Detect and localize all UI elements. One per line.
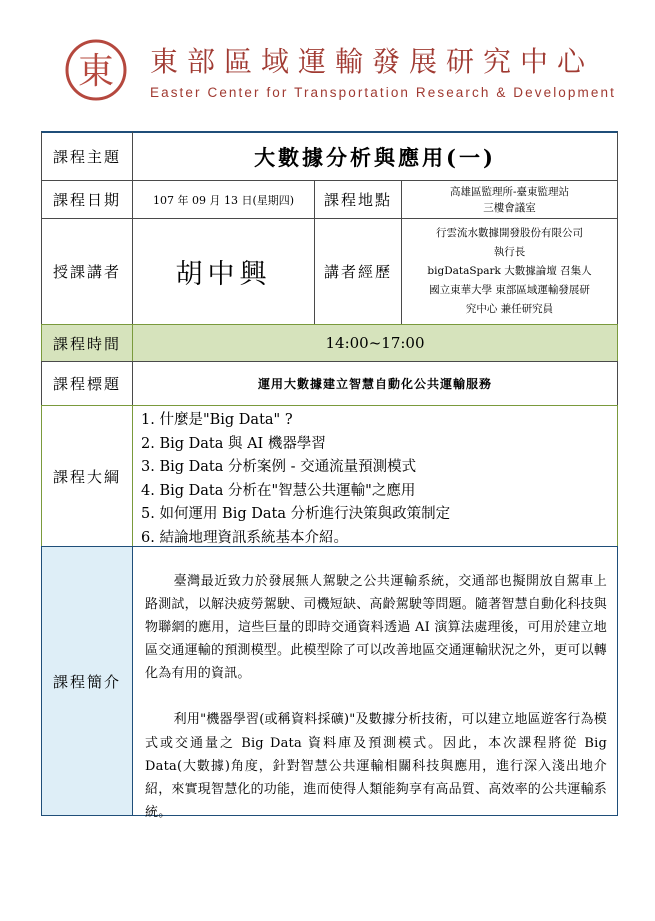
svg-text:東: 東 [77, 51, 115, 92]
outline-label: 課程大綱 [41, 405, 133, 547]
course-intro [132, 546, 618, 820]
date-label: 課程日期 [41, 180, 133, 219]
topic-label: 課程主題 [41, 131, 133, 181]
course-time: 14:00~17:00 [132, 324, 618, 362]
lecturer-label: 授課講者 [41, 218, 133, 325]
location-line-1: 高雄區監理所-臺東監理站 [449, 185, 570, 198]
outline-item: 3. Big Data 分析案例 - 交通流量預測模式 [141, 459, 417, 476]
location-line-2: 三樓會議室 [483, 201, 536, 214]
experience-line: bigDataSpark 大數據論壇 召集人 [427, 265, 592, 277]
org-name-en: Easter Center for Transportation Research & Development [150, 85, 616, 100]
intro-paragraph: 臺灣最近致力於發展無人駕駛之公共運輸系統，交通部也擬開放自駕車上路測試，以解決疲勞駕駛、司機短缺、高齡駕駛等問題。隨著智慧自動化科技與物聯網的應用，這些巨量的即時交通資料透過 AI 演算法處理後，可用於建立地區交通運輸的預測模型。此模型除了可以改善地區交通運輸狀況之外，更可以轉化為有用的資訊。 [145, 574, 608, 682]
experience-line: 究中心 兼任研究員 [465, 303, 554, 315]
outline-item: 5. 如何運用 Big Data 分析進行決策與政策制定 [141, 506, 451, 523]
lecturer-experience [401, 218, 618, 325]
location-label: 課程地點 [314, 180, 402, 219]
intro-label: 課程簡介 [41, 546, 133, 816]
outline-item: 2. Big Data 與 AI 機器學習 [141, 435, 326, 452]
outline-item: 6. 結論地理資訊系統基本介紹。 [141, 529, 348, 546]
course-title: 運用大數據建立智慧自動化公共運輸服務 [132, 361, 618, 406]
experience-line: 行雲流水數據開發股份有限公司 [436, 227, 583, 239]
course-date: 107 年 09 月 13 日(星期四) [132, 180, 315, 219]
time-label: 課程時間 [41, 324, 133, 362]
course-outline [132, 405, 618, 547]
course-topic: 大數據分析與應用(一) [132, 131, 618, 181]
intro-paragraph: 利用"機器學習(或稱資料採礦)"及數據分析技術，可以建立地區遊客行為模式或交通量之 Big Data 資料庫及預測模式。因此，本次課程將從 Big Data(大數據)角度，針對智慧公共運輸相關科技與應用，進行深入淺出地介紹，來實現智慧化的功能，進而使得人類能夠享有高品質、高效率的公共運輸系統。 [145, 712, 608, 820]
outline-item: 4. Big Data 分析在"智慧公共運輸"之應用 [141, 482, 416, 499]
course-title-label: 課程標題 [41, 361, 133, 406]
org-name-zh: 東部區域運輸發展研究中心 [150, 45, 595, 78]
outline-item: 1. 什麼是"Big Data" ? [141, 412, 293, 428]
experience-line: 執行長 [493, 246, 526, 258]
experience-label: 講者經歷 [314, 218, 402, 325]
center-logo [64, 38, 128, 102]
course-location [401, 180, 618, 219]
experience-line: 國立東華大學 東部區域運輸發展研 [429, 284, 590, 296]
lecturer-name: 胡中興 [132, 218, 315, 325]
